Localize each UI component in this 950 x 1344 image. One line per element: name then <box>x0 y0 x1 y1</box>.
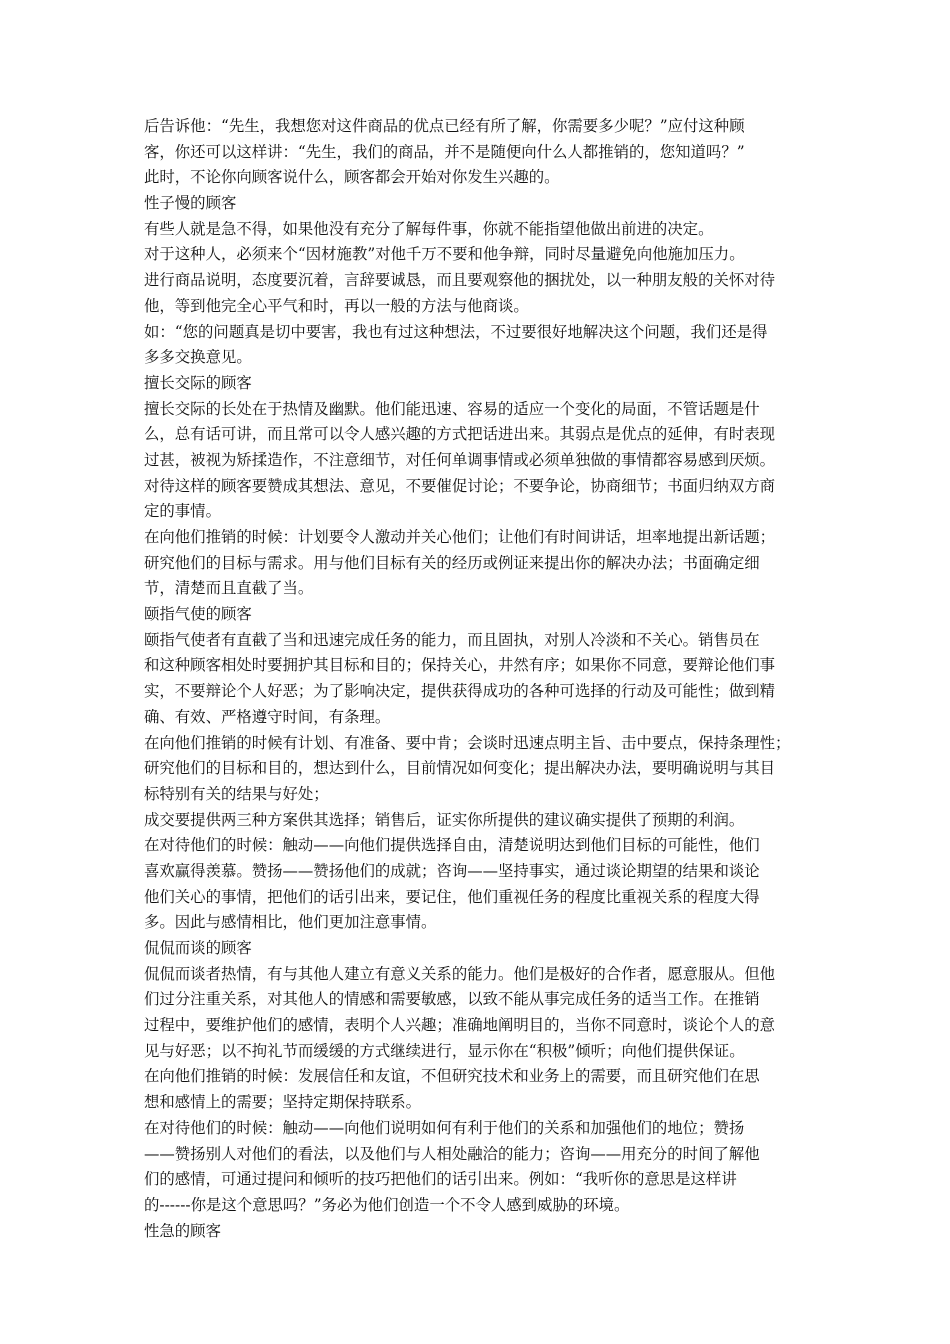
text-line: 多。因此与感情相比，他们更加注意事情。 <box>144 913 437 932</box>
text-line: 研究他们的目标和目的，想达到什么，目前情况如何变化；提出解决办法，要明确说明与其目 <box>144 759 776 778</box>
text-line: 此时，不论你向顾客说什么，顾客都会开始对你发生兴趣的。 <box>144 168 560 187</box>
text-line: 多多交换意见。 <box>144 348 252 367</box>
text-line: 进行商品说明，态度要沉着，言辞要诚恳，而且要观察他的捆扰处，以一种朋友般的关怀对待 <box>144 271 776 290</box>
text-line: 节，清楚而且直截了当。 <box>144 579 314 598</box>
text-line: 喜欢赢得羡慕。赞扬——赞扬他们的成就；咨询——坚持事实，通过谈论期望的结果和谈论 <box>144 861 760 880</box>
text-line: 在向他们推销的时候：发展信任和友谊，不但研究技术和业务上的需要，而且研究他们在思 <box>144 1067 760 1086</box>
text-line: 过程中，要维护他们的感情，表明个人兴趣；准确地阐明目的，当你不同意时，谈论个人的意 <box>144 1016 776 1035</box>
text-line: 过甚，被视为矫揉造作，不注意细节，对任何单调事情或必须单独做的事情都容易感到厌烦。 <box>144 450 776 469</box>
text-line: ——赞扬别人对他们的看法，以及他们与人相处融洽的能力；咨询——用充分的时间了解他 <box>144 1144 760 1163</box>
text-line: 见与好恶；以不拘礼节而缓缓的方式继续进行，显示你在“积极”倾听；向他们提供保证。 <box>144 1041 745 1060</box>
text-line: 侃侃而谈者热情，有与其他人建立有意义关系的能力。他们是极好的合作者，愿意服从。但他 <box>144 964 776 983</box>
text-line: 们过分注重关系，对其他人的情感和需要敏感，以致不能从事完成任务的适当工作。在推销 <box>144 990 760 1009</box>
text-line: 么，总有话可讲，而且常可以令人感兴趣的方式把话进出来。其弱点是优点的延伸，有时表现 <box>144 425 776 444</box>
text-line: 擅长交际的长处在于热情及幽默。他们能迅速、容易的适应一个变化的局面，不管话题是什 <box>144 399 760 418</box>
text-line: 想和感情上的需要；坚持定期保持联系。 <box>144 1093 422 1112</box>
text-line: 他，等到他完全心平气和时，再以一般的方法与他商谈。 <box>144 296 529 315</box>
text-line: 成交要提供两三种方案供其选择；销售后，证实你所提供的建议确实提供了预期的利润。 <box>144 810 745 829</box>
text-line: 客，你还可以这样讲：“先生，我们的商品，并不是随便向什么人都推销的，您知道吗？” <box>144 142 745 161</box>
text-line: 颐指气使者有直截了当和迅速完成任务的能力，而且固执，对别人冷淡和不关心。销售员在 <box>144 630 760 649</box>
text-line: 后告诉他：“先生，我想您对这件商品的优点已经有所了解，你需要多少呢？”应付这种顾 <box>144 117 745 135</box>
text-line: 们的感情，可通过提问和倾听的技巧把他们的话引出来。例如：“我听你的意思是这样讲 <box>144 1170 737 1189</box>
text-line: 在对待他们的时候：触动——向他们提供选择自由，清楚说明达到他们目标的可能性，他们 <box>144 836 760 855</box>
text-line: 标特别有关的结果与好处； <box>144 784 329 803</box>
text-line: 定的事情。 <box>144 502 221 521</box>
text-line: 如：“您的问题真是切中要害，我也有过这种想法，不过要很好地解决这个问题，我们还是得 <box>144 322 768 341</box>
text-line: 和这种顾客相处时要拥护其目标和目的；保持关心，井然有序；如果你不同意，要辩论他们事 <box>144 656 776 675</box>
text-line: 在向他们推销的时候：计划要令人激动并关心他们；让他们有时间讲话，坦率地提出新话题； <box>144 528 776 546</box>
text-line: 实，不要辩论个人好恶；为了影响决定，提供获得成功的各种可选择的行动及可能性；做到精 <box>144 682 776 701</box>
document-page <box>144 114 816 1244</box>
text-line: 在向他们推销的时候有计划、有准备、要中肯；会谈时迅速点明主旨、击中要点，保持条理性； <box>144 733 791 752</box>
section-heading: 颐指气使的顾客 <box>144 605 252 624</box>
text-line: 确、有效、严格遵守时间，有条理。 <box>144 707 391 726</box>
section-heading: 性急的顾客 <box>144 1221 221 1240</box>
section-heading: 性子慢的顾客 <box>144 194 237 213</box>
text-line: 的------你是这个意思吗？”务必为他们创造一个不令人感到威胁的环境。 <box>144 1195 630 1214</box>
text-line: 在对待他们的时候：触动——向他们说明如何有利于他们的关系和加强他们的地位；赞扬 <box>144 1118 745 1137</box>
text-line: 研究他们的目标与需求。用与他们目标有关的经历或例证来提出你的解决办法；书面确定细 <box>144 553 760 572</box>
text-line: 他们关心的事情，把他们的话引出来，要记住，他们重视任务的程度比重视关系的程度大得 <box>144 887 760 906</box>
section-heading: 擅长交际的顾客 <box>144 373 252 392</box>
text-line: 有些人就是急不得，如果他没有充分了解每件事，你就不能指望他做出前进的决定。 <box>144 219 714 238</box>
text-line: 对于这种人，必须来个“因材施教”对他千万不要和他争辩，同时尽量避免向他施加压力。 <box>144 245 745 264</box>
text-line: 对待这样的顾客要赞成其想法、意见，不要催促讨论；不要争论，协商细节；书面归纳双方商 <box>144 476 776 495</box>
section-heading: 侃侃而谈的顾客 <box>144 939 252 957</box>
